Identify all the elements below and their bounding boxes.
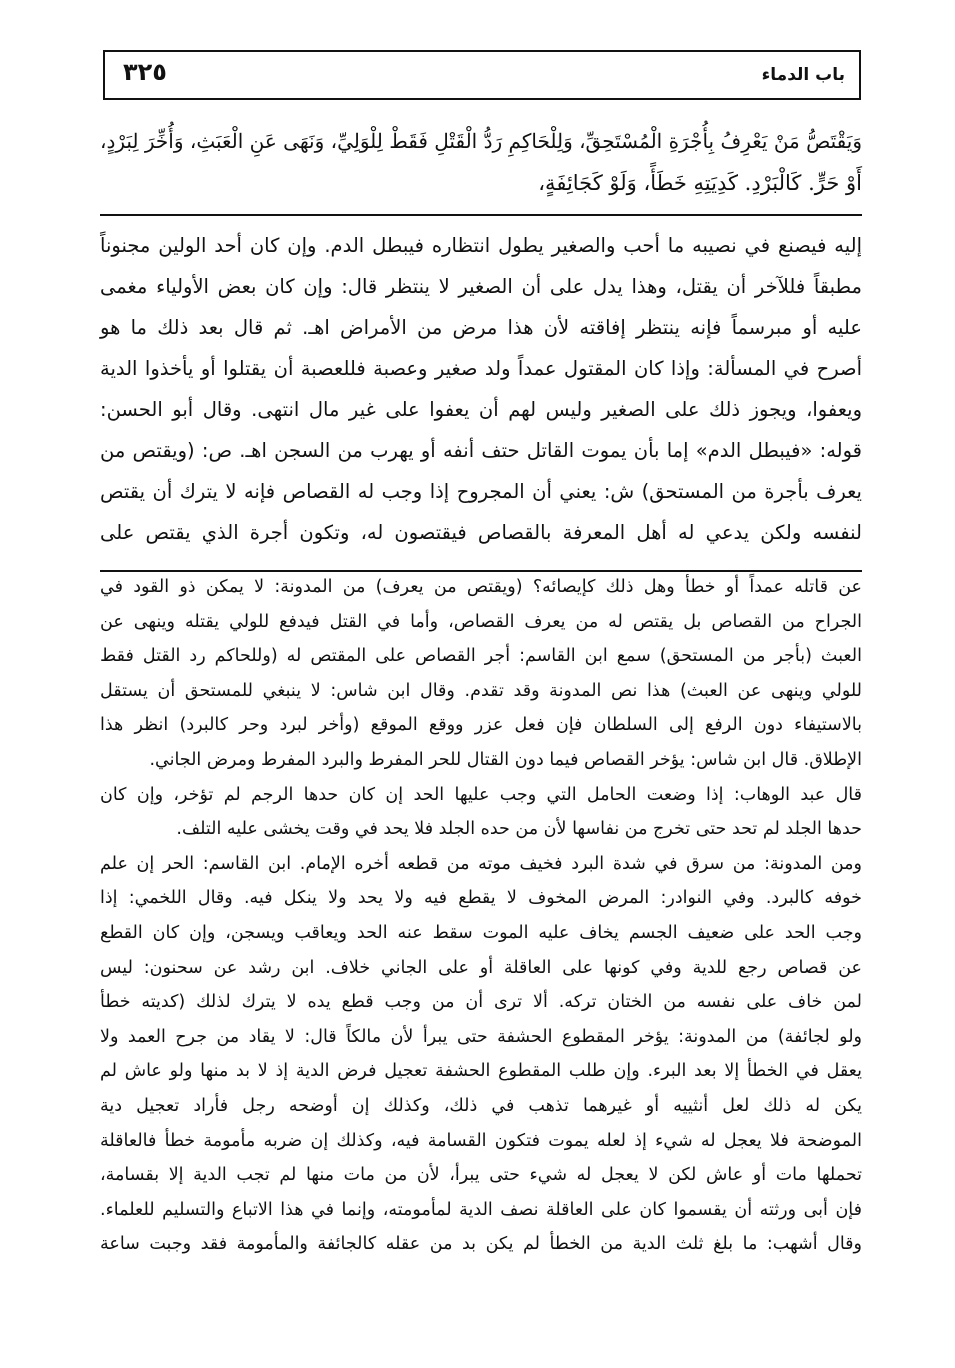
sharh-line: إليه فيصنع في نصيبه ما أحب والصغير يطول انتظاره فيبطل الدم. وإن كان أحد الولين مجنوناً	[100, 234, 862, 257]
hashiya-line: فإن أبى ورثته أن يقسموا كان على العاقلة نصف الدية لمأمومته، وإنما في هذا الاتباع والتسليم للعلماء.	[100, 1199, 862, 1220]
hashiya-line: بالاستيفاء دون الرفع إلى السلطان فإن فعل عزر ووقع الموقع (وأخر لبرد وحر كالبرد) انظر هذا	[100, 715, 862, 736]
sharh-line: قوله: «فيبطل الدم» إما بأن يموت القاتل حتف أنفه أو يهرب من السجن اهـ. ص: (ويقتص من	[100, 439, 862, 462]
page-number: ٣٢٥	[123, 58, 167, 86]
hashiya-line: ولو لجائفة) من المدونة: يؤخر المقطوع الحشفة حتى يبرأ لأن مالكاً قال: لا يقاد من جرح العمد ولا	[100, 1026, 862, 1047]
sharh-line: أصرح في المسألة: وإذا كان المقتول عمداً ولد صغير وعصبة فللعصبة أن يقتلوا أو يأخذوا الدية	[100, 357, 862, 380]
sharh-line: عليه أو مبرسماً فإنه ينتظر إفاقته لأن هذا مرض من الأمراض اهـ. ثم قال بعد ذلك ما هو	[100, 316, 862, 339]
matn-line: أَوْ حَرٍّ. كَالْبَرْدِ. كَدِيَتِهِ خَطَأً، وَلَوْ كَجَائِفَةٍ،	[538, 171, 862, 195]
matn-line: وَيَقْتَصُّ مَنْ يَعْرِفُ بِأُجْرَةِ الْمُسْتَحِقِّ، وَلِلْحَاكِمِ رَدُّ الْقَتْلِ فَقَطْ لِلْوَلِيِّ، وَنَهَى عَنِ الْعَبَثِ، وَأُخِّرَ لِبَرْدٍ،	[100, 129, 862, 153]
hashiya-line: عن قصاص رجع للدية وفي كونها على العاقلة أو على الجاني خلاف. ابن رشد عن سحنون: ليس	[100, 957, 862, 978]
hashiya-line: لمن خاف على نفسه من الختان تركه. ألا ترى أن من وجب قطع يده لا يترك لذلك (كديته خطأ	[100, 992, 862, 1013]
matn-divider	[100, 214, 862, 216]
chapter-title: باب الدماء	[761, 65, 845, 85]
hashiya-line: ومن المدونة: من سرق في شدة البرد فخيف موته من قطعه أخره الإمام. ابن القاسم: الحر إن علم	[100, 853, 862, 874]
hashiya-line: الجراح من القصاص بل يقتص له من يعرف القصاص، وأما في القتل فيدفع للولي يقتله وينهى عن	[100, 611, 862, 632]
hashiya-line: وقال أشهب: ما بلغ ثلث الدية من الخطأ لم يكن بد من عقله كالجائفة والمأمومة فقد وجبت ساعة	[100, 1234, 862, 1255]
hashiya-line: يكن له ذلك لعل أنثييه أو غيرهما تذهب في ذلك، وكذلك إن أوضحه رجل فأراد تعجيل دية	[100, 1095, 862, 1116]
hashiya-line: قال عبد الوهاب: إذا وضعت الحامل التي وجب عليها الحد إن كان حدها الرجم لم تؤخر، وإن كان	[100, 784, 862, 805]
hashiya-line: للولي وينهى عن العبث) هذا نص المدونة وقد تقدم. وقال ابن شاس: لا ينبغي للمستحق أن يستقل	[100, 680, 862, 701]
sharh-line: مطبقاً فللآخر أن يقتل، وهذا يدل على أن الصغير لا ينتظر قال: وإن كان بعض الأولياء مغمى	[100, 275, 862, 298]
sharh-line: لنفسه ولكن يدعي له أهل المعرفة بالقصاص فيقتصون له، وتكون أجرة الذي يقتص على	[100, 521, 862, 544]
hashiya-line: عن قاتله عمداً أو خطأ وهل ذلك كإيصائه؟ (ويقتص من يعرف) من المدونة: لا يمكن ذو القود في	[100, 577, 862, 597]
hashiya-line: تحملها مات أو عاش لكن لا يعجل له شيء حتى يبرأ، لأن من مات منها لم تجب الدية إلا بقسامة،	[100, 1165, 862, 1186]
hashiya-footnotes	[100, 570, 862, 1262]
hashiya-line: خوفه كالبرد. وفي النوادر: المرض المخوف لا يقطع فيه ولا يحد ولا ينكل فيه. وقال اللخمي: إذا	[100, 888, 862, 909]
hashiya-line: الموضحة فلا يعجل له شيء إذ لعله يموت فتكون القسامة فيه، وكذلك إن ضربه مأمومة خطأ فالعاقلة	[100, 1130, 862, 1151]
hashiya-line: الإطلاق. قال ابن شاس: يؤخر القصاص فيما دون القتال للحر المفرط والبرد المفرط ومرض الجاني.	[149, 749, 862, 770]
matn-text	[100, 120, 862, 204]
hashiya-line: حدها الجلد لم تحد حتى تخرج من نفاسها لأن من حده الجلد فلا يحد في وقت يخشى عليه التلف.	[176, 819, 862, 840]
sharh-line: ويعفوا، ويجوز ذلك على الصغير وليس لهم أن يعفوا على غير مال انتهى. وقال أبو الحسن:	[100, 398, 862, 421]
hashiya-line: العبث (بأجر من المستحق) سمع ابن القاسم: أجر القصاص على المقتص له (وللحاكم رد القتل فقط	[100, 646, 862, 667]
hashiya-line: يعقل في الخطأ إلا بعد البرء. وإن طلب المقطوع الحشفة تعجيل فرض الدية إذ لا بد منها ولو عاش لم	[100, 1061, 862, 1082]
hashiya-line: وجب الحد على ضعيف الجسم يخاف عليه الموت سقط عنه الحد ويعاقب ويسجن، وإن كان القطع	[100, 922, 862, 943]
sharh-line: يعرف بأجرة من المستحق) ش: يعني أن المجروح إذا وجب له القصاص فإنه لا يترك أن يقتص	[100, 480, 862, 503]
sharh-commentary	[100, 225, 862, 553]
running-header	[103, 50, 861, 100]
